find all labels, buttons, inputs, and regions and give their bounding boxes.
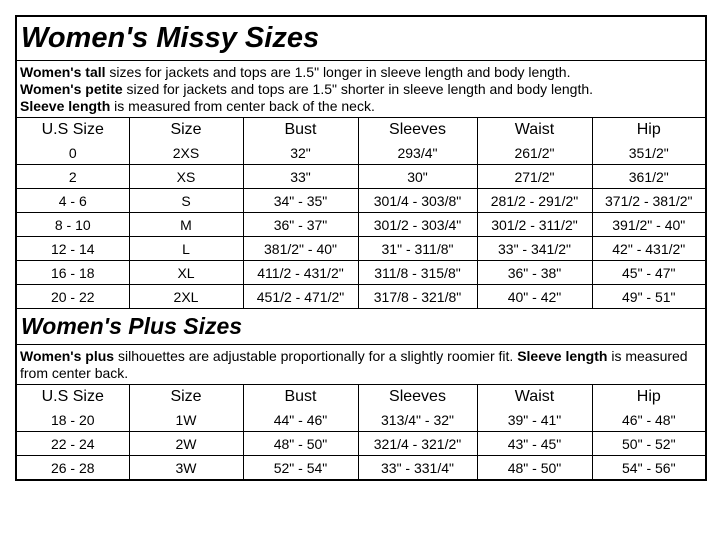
- table-cell: 351/2": [592, 141, 705, 165]
- table-row: [17, 165, 705, 189]
- tall-text: sizes for jackets and tops are 1.5" longer in sleeve length and body length.: [105, 64, 571, 80]
- table-cell: 371/2 - 381/2": [592, 189, 705, 213]
- table-cell: 33" - 341/2": [477, 237, 592, 261]
- table-cell: 361/2": [592, 165, 705, 189]
- table-row: [17, 285, 705, 309]
- plus-description: [17, 345, 705, 385]
- table-cell: 50" - 52": [592, 432, 705, 456]
- table-cell: 301/2 - 303/4": [358, 213, 477, 237]
- table-cell: 48" - 50": [243, 432, 358, 456]
- table-cell: 54" - 56": [592, 456, 705, 480]
- missy-header-cell: Hip: [592, 118, 705, 142]
- table-row: [17, 408, 705, 432]
- table-cell: 44" - 46": [243, 408, 358, 432]
- table-cell: 20 - 22: [17, 285, 129, 309]
- table-cell: 381/2" - 40": [243, 237, 358, 261]
- plus-header-cell: Hip: [592, 385, 705, 409]
- missy-size-table: [17, 17, 705, 308]
- table-cell: 34" - 35": [243, 189, 358, 213]
- tall-label: Women's tall: [20, 64, 106, 80]
- table-cell: 293/4": [358, 141, 477, 165]
- table-cell: 281/2 - 291/2": [477, 189, 592, 213]
- table-cell: 391/2" - 40": [592, 213, 705, 237]
- plus-label: Women's plus: [20, 348, 115, 364]
- table-cell: 3W: [129, 456, 243, 480]
- table-cell: 301/4 - 303/8": [358, 189, 477, 213]
- plus-header-cell: Bust: [243, 385, 358, 409]
- table-cell: 16 - 18: [17, 261, 129, 285]
- table-cell: 36" - 38": [477, 261, 592, 285]
- table-row: [17, 432, 705, 456]
- plus-sleeve-label: Sleeve length: [517, 348, 608, 364]
- plus-size-table: [17, 308, 705, 479]
- table-cell: 45" - 47": [592, 261, 705, 285]
- table-cell: 321/4 - 321/2": [358, 432, 477, 456]
- table-row: [17, 237, 705, 261]
- missy-title: Women's Missy Sizes: [17, 17, 705, 61]
- missy-header-cell: Size: [129, 118, 243, 142]
- missy-header-cell: Bust: [243, 118, 358, 142]
- table-cell: 0: [17, 141, 129, 165]
- table-cell: 36" - 37": [243, 213, 358, 237]
- table-cell: 311/8 - 315/8": [358, 261, 477, 285]
- table-cell: 12 - 14: [17, 237, 129, 261]
- table-cell: 46" - 48": [592, 408, 705, 432]
- table-cell: 2: [17, 165, 129, 189]
- plus-header-cell: Size: [129, 385, 243, 409]
- table-cell: 313/4" - 32": [358, 408, 477, 432]
- missy-header-cell: Waist: [477, 118, 592, 142]
- plus-title: Women's Plus Sizes: [17, 309, 705, 345]
- table-cell: 18 - 20: [17, 408, 129, 432]
- table-cell: 411/2 - 431/2": [243, 261, 358, 285]
- table-cell: L: [129, 237, 243, 261]
- plus-header-cell: Sleeves: [358, 385, 477, 409]
- table-cell: 49" - 51": [592, 285, 705, 309]
- table-cell: S: [129, 189, 243, 213]
- table-cell: 33": [243, 165, 358, 189]
- missy-header-cell: U.S Size: [17, 118, 129, 142]
- missy-description: [17, 61, 705, 118]
- table-cell: 33" - 331/4": [358, 456, 477, 480]
- size-chart: [15, 15, 707, 481]
- table-cell: 40" - 42": [477, 285, 592, 309]
- table-cell: 2XL: [129, 285, 243, 309]
- table-cell: 2XS: [129, 141, 243, 165]
- plus-rows: [17, 408, 705, 479]
- table-cell: 42" - 431/2": [592, 237, 705, 261]
- table-cell: 48" - 50": [477, 456, 592, 480]
- sleeve-label: Sleeve length: [20, 98, 111, 114]
- petite-text: sized for jackets and tops are 1.5" shorter in sleeve length and body length.: [122, 81, 594, 97]
- plus-text: silhouettes are adjustable proportionally for a slightly roomier fit.: [114, 348, 518, 364]
- table-row: [17, 261, 705, 285]
- table-cell: 26 - 28: [17, 456, 129, 480]
- table-cell: 22 - 24: [17, 432, 129, 456]
- missy-rows: [17, 141, 705, 308]
- table-cell: XS: [129, 165, 243, 189]
- table-cell: 31" - 311/8": [358, 237, 477, 261]
- table-cell: M: [129, 213, 243, 237]
- plus-header-row: [17, 385, 705, 409]
- table-cell: 317/8 - 321/8": [358, 285, 477, 309]
- plus-header-cell: Waist: [477, 385, 592, 409]
- sleeve-text: is measured from center back of the neck.: [110, 98, 375, 114]
- table-row: [17, 213, 705, 237]
- table-cell: 2W: [129, 432, 243, 456]
- table-cell: 301/2 - 311/2": [477, 213, 592, 237]
- table-cell: 451/2 - 471/2": [243, 285, 358, 309]
- table-cell: 8 - 10: [17, 213, 129, 237]
- missy-header-row: [17, 118, 705, 142]
- table-cell: 39" - 41": [477, 408, 592, 432]
- table-row: [17, 456, 705, 480]
- table-cell: 32": [243, 141, 358, 165]
- table-cell: 30": [358, 165, 477, 189]
- table-cell: 271/2": [477, 165, 592, 189]
- table-row: [17, 189, 705, 213]
- table-cell: 261/2": [477, 141, 592, 165]
- table-cell: 43" - 45": [477, 432, 592, 456]
- missy-header-cell: Sleeves: [358, 118, 477, 142]
- table-cell: 1W: [129, 408, 243, 432]
- petite-label: Women's petite: [20, 81, 123, 97]
- table-cell: 4 - 6: [17, 189, 129, 213]
- plus-sleeve-text: is measured from center back.: [20, 348, 688, 381]
- table-cell: XL: [129, 261, 243, 285]
- table-row: [17, 141, 705, 165]
- table-cell: 52" - 54": [243, 456, 358, 480]
- plus-header-cell: U.S Size: [17, 385, 129, 409]
